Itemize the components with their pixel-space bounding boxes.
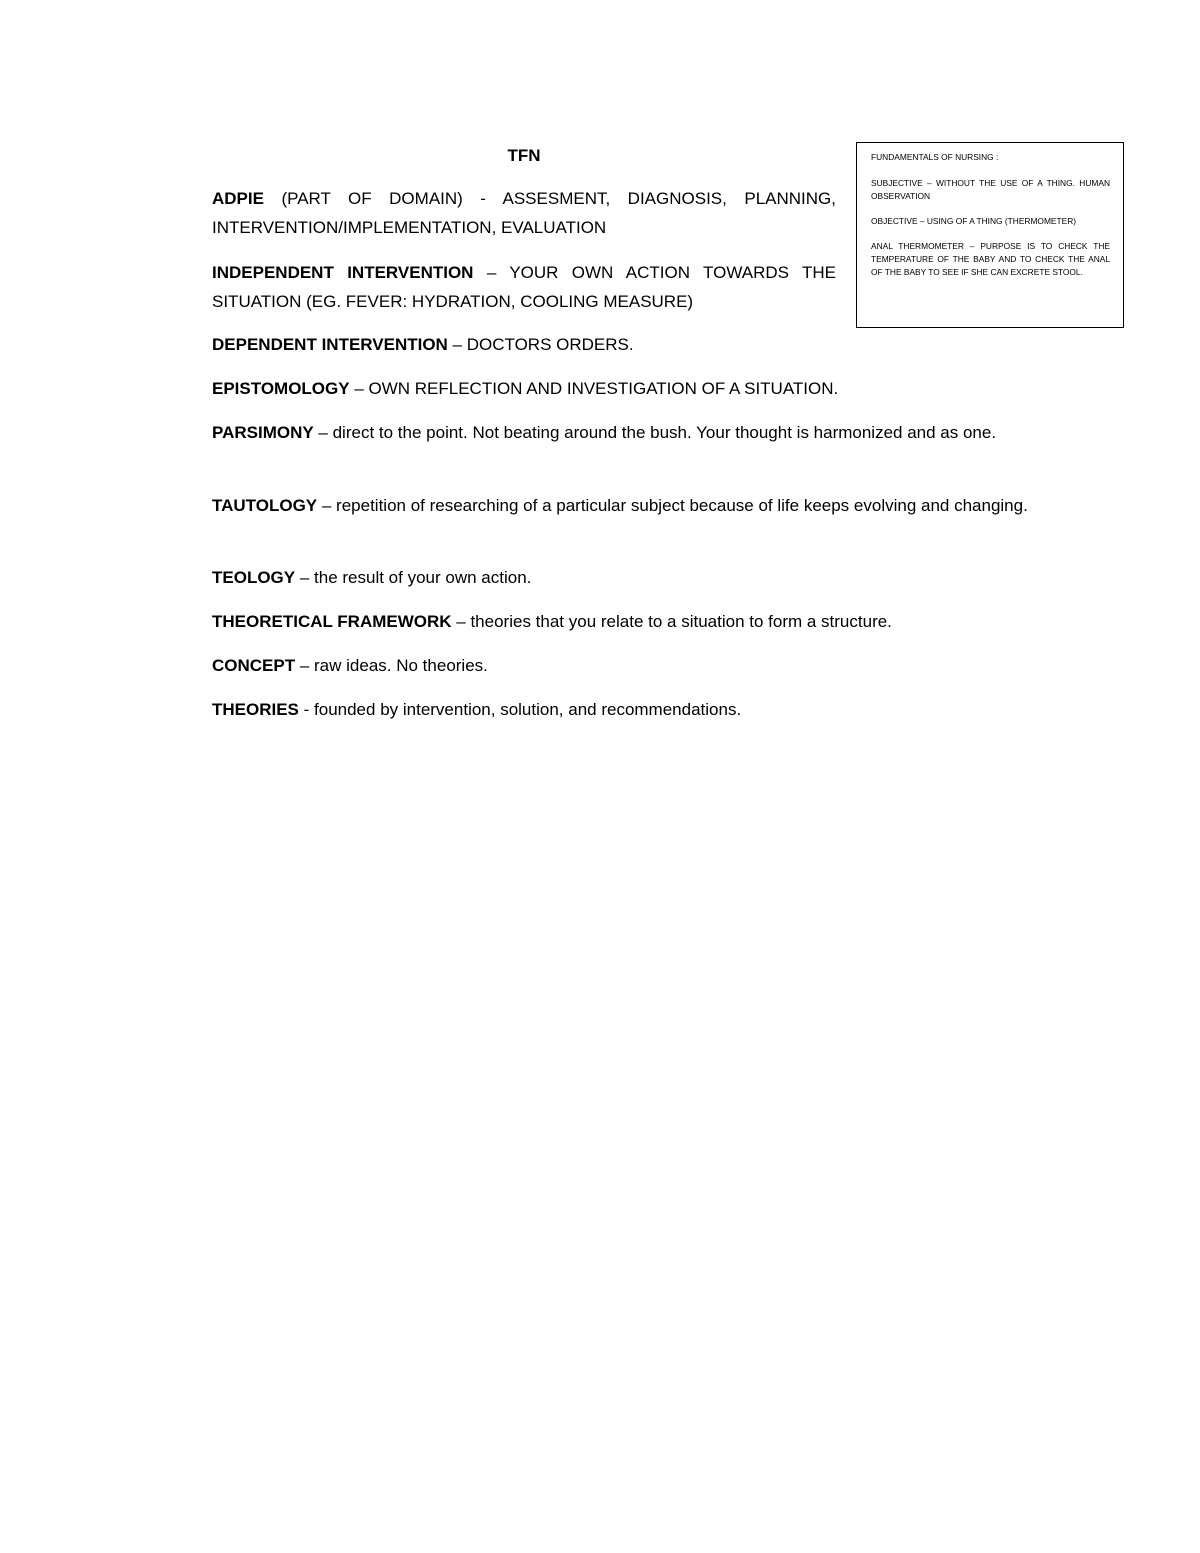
entry-theories	[212, 696, 1068, 725]
entry-definition: (PART OF DOMAIN) - ASSESMENT, DIAGNOSIS, PLANNING, INTERVENTION/IMPLEMENTATION, EVALUATION	[212, 189, 836, 237]
text-box-item-objective: OBJECTIVE – USING OF A THING (THERMOMETER)	[871, 216, 1077, 226]
entry-concept	[212, 652, 1068, 681]
entry-term: PARSIMONY	[212, 423, 314, 442]
entry-definition: – theories that you relate to a situation to form a structure.	[451, 612, 892, 631]
entry-definition: – YOUR OWN ACTION TOWARDS THE SITUATION (EG. FEVER: HYDRATION, COOLING MEASURE)	[212, 263, 837, 311]
entry-term: TAUTOLOGY	[212, 496, 318, 515]
entry-term: INDEPENDENT INTERVENTION	[212, 263, 474, 282]
text-box-item-subjective: SUBJECTIVE – WITHOUT THE USE OF A THING. HUMAN OBSERVATION	[871, 178, 1110, 201]
entry-term: EPISTOMOLOGY	[212, 379, 350, 398]
entry-definition: – raw ideas. No theories.	[295, 656, 488, 675]
text-box-item-anal-thermometer: ANAL THERMOMETER – PURPOSE IS TO CHECK THE TEMPERATURE OF THE BABY AND TO CHECK THE ANAL OF THE BABY TO SEE IF SHE CAN EXCRETE STOOL.	[871, 241, 1110, 277]
entry-teology	[212, 564, 1068, 593]
entry-epistomology	[212, 375, 1068, 404]
entry-theoretical-framework	[212, 608, 1068, 637]
entry-term: THEORIES	[212, 700, 299, 719]
entry-definition: – direct to the point. Not beating around the bush. Your thought is harmonized and as one.	[313, 423, 997, 442]
entry-term: TEOLOGY	[212, 568, 296, 587]
entry-parsimony	[212, 419, 1068, 448]
fundamentals-text-box	[856, 142, 1124, 328]
entry-tautology	[212, 492, 1068, 521]
entry-dependent-intervention	[212, 331, 1068, 360]
entry-definition: – DOCTORS ORDERS.	[447, 335, 634, 354]
entry-adpie	[212, 185, 836, 242]
entry-term: THEORETICAL FRAMEWORK	[212, 612, 452, 631]
entry-definition: – repetition of researching of a particular subject because of life keeps evolving and changing.	[317, 496, 1028, 515]
document-title: TFN	[507, 146, 541, 165]
entry-term: DEPENDENT INTERVENTION	[212, 335, 448, 354]
entry-term: ADPIE	[212, 189, 264, 208]
entry-independent-intervention	[212, 259, 836, 316]
text-box-heading: FUNDAMENTALS OF NURSING :	[871, 152, 999, 162]
entry-definition: – the result of your own action.	[295, 568, 532, 587]
entry-definition: - founded by intervention, solution, and recommendations.	[298, 700, 742, 719]
entry-term: CONCEPT	[212, 656, 296, 675]
entry-definition: – OWN REFLECTION AND INVESTIGATION OF A SITUATION.	[349, 379, 839, 398]
